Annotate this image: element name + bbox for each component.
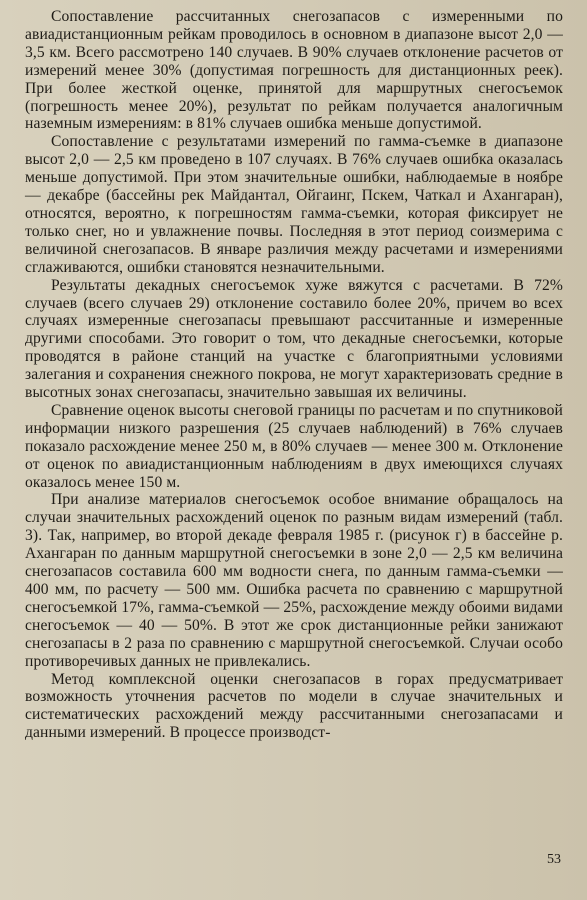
paragraph-2: Сопоставление с результатами измерений по гамма-съемке в диапазоне высот 2,0 — 2,5 км проведено в 107 случаях. В 76% случаев ошибка оказалась меньше допустимой. При этом значительные ошибки, наблюдаемые в ноябре — декабре (бассейны рек Майдантал, Ойгаинг, Пскем, Чаткал и Ахангаран), относятся, вероятно, к погрешностям гамма-съемки, которая фиксирует не только снег, но и увлажнение почвы. Последняя в этот период соизмерима с величиной снегозапасов. В январе различия между расчетами и измерениями сглаживаются, ошибки становятся незначительными. <box>25 133 563 276</box>
paragraph-5: При анализе материалов снегосъемок особое внимание обращалось на случаи значительных расхождений оценок по разным видам измерений (табл. 3). Так, например, во второй декаде февраля 1985 г. (рисунок г) в бассейне р. Ахангаран по данным маршрутной снегосъемки в зоне 2,0 — 2,5 км величина снегозапасов составила 600 мм водности снега, по данным гамма-съемки — 400 мм, по расчету — 500 мм. Ошибка расчета по сравнению с маршрутной снегосъемкой 17%, гамма-съемкой — 25%, расхождение между обоими видами снегосъемок — 40 — 50%. В этот же срок дистанционные рейки занижают снегозапасы в 2 раза по сравнению с маршрутной снегосъемкой. Случаи особо противоречивых данных не привлекались. <box>25 491 563 670</box>
paragraph-4: Сравнение оценок высоты снеговой границы по расчетам и по спутниковой информации низкого разрешения (25 случаев наблюдений) в 76% случаев показало расхождение менее 250 м, в 80% случаев — менее 300 м. Отклонение от оценок по авиадистанционным наблюдениям в двух имеющихся случаях оказалось менее 150 м. <box>25 401 563 491</box>
paragraph-6: Метод комплексной оценки снегозапасов в горах предусматривает возможность уточнения расчетов по модели в случае значительных и систематических расхождений между рассчитанными снегозапасами и данными измерений. В процессе производст- <box>25 670 563 742</box>
page-number: 53 <box>547 852 561 867</box>
paragraph-3: Результаты декадных снегосъемок хуже вяжутся с расчетами. В 72% случаев (всего случаев 29) отклонение составило более 20%, причем во всех случаях измеренные снегозапасы превышают рассчитанные и измеренные другими способами. Это говорит о том, что декадные снегосъемки, которые проводятся в районе станций на участке с благоприятными условиями залегания и сохранения снежного покрова, не могут характеризовать средние в высотных зонах снегозапасы, значительно завышая их величины. <box>25 276 563 402</box>
paragraph-1: Сопоставление рассчитанных снегозапасов с измеренными по авиадистанционным рейкам проводилось в основном в диапазоне высот 2,0 — 3,5 км. Всего рассмотрено 140 случаев. В 90% случаев отклонение расчетов от измерений менее 30% (допустимая погрешность для дистанционных реек). При более жесткой оценке, принятой для маршрутных снегосъемок (погрешность менее 20%), результат по рейкам получается аналогичным наземным измерениям: в 81% случаев ошибка меньше допустимой. <box>25 8 563 133</box>
